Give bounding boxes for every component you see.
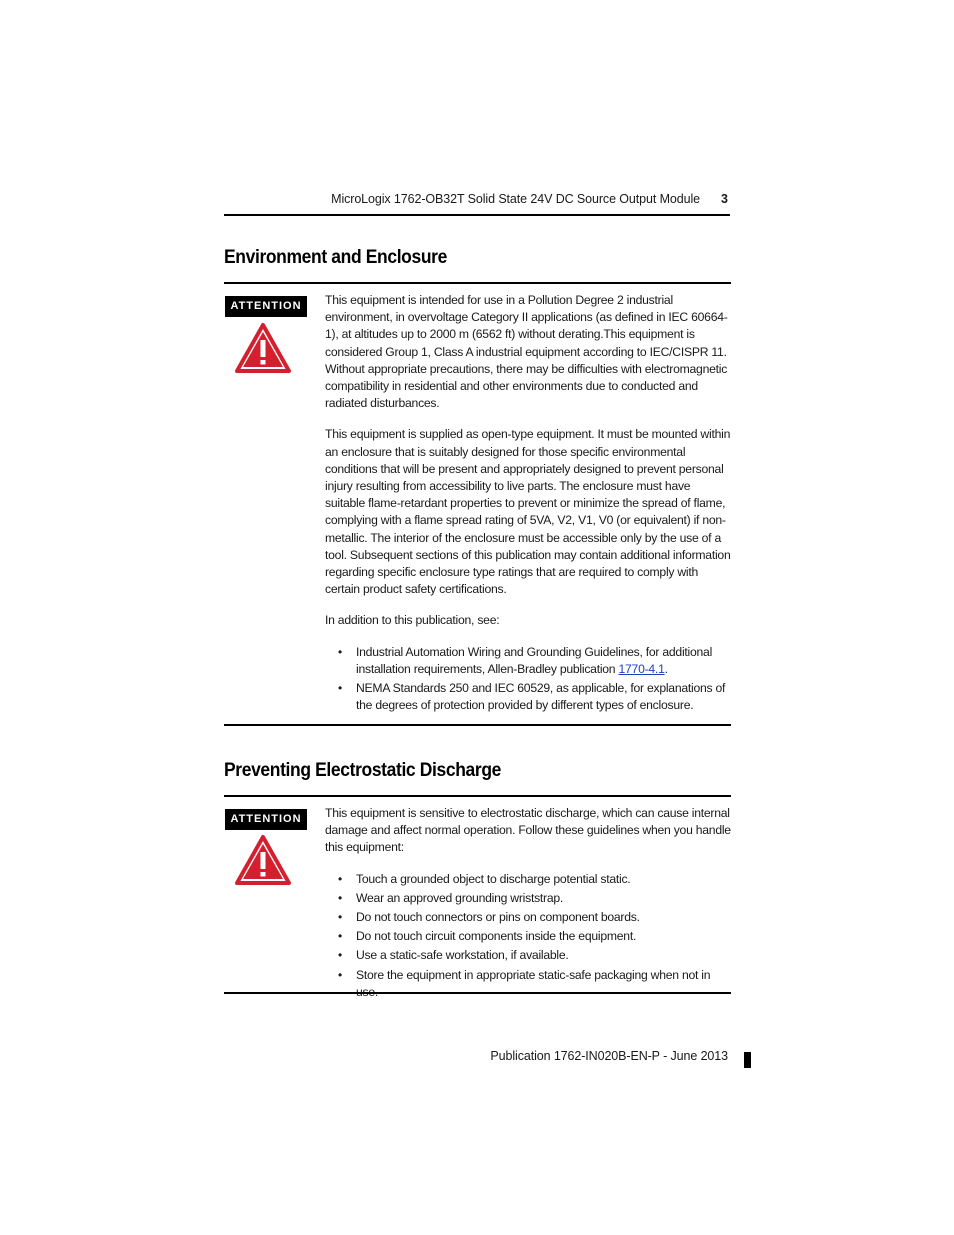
page-edge-marker: [744, 1052, 751, 1068]
list-item: [325, 909, 731, 926]
list-item-text: Touch a grounded object to discharge potential static.: [356, 871, 631, 886]
section-body-electrostatic: [325, 805, 731, 1003]
list-item: [325, 871, 731, 888]
bullet-icon: •: [338, 910, 342, 925]
list-item-text: Do not touch circuit components inside the equipment.: [356, 929, 637, 944]
section-heading-electrostatic: Preventing Electrostatic Discharge: [224, 760, 501, 781]
bullet-icon: •: [338, 644, 342, 659]
running-header-title: MicroLogix 1762-OB32T Solid State 24V DC Source Output Module: [331, 192, 700, 206]
publication-footer: Publication 1762-IN020B-EN-P - June 2013: [490, 1049, 728, 1063]
list-item: [325, 890, 731, 907]
list-item-text: Store the equipment in appropriate static-safe packaging when not in: [356, 967, 711, 982]
page-number: 3: [721, 192, 728, 206]
section-heading-environment: Environment and Enclosure: [224, 247, 447, 268]
list-item-suffix: .: [664, 661, 668, 676]
warning-triangle-icon: [234, 322, 292, 374]
bullet-icon: •: [338, 948, 342, 963]
bullet-icon: •: [338, 871, 342, 886]
list-item-text: NEMA Standards 250 and IEC 60529, as applicable, for explanations of the degrees of protection provided by different types of enclosure.: [356, 681, 726, 713]
bullet-list: [325, 871, 731, 1001]
bullet-icon: •: [338, 681, 342, 696]
section-body-environment: [325, 292, 731, 716]
attention-badge: ATTENTION: [225, 809, 307, 830]
warning-triangle-icon: [234, 834, 292, 886]
list-item: [325, 680, 731, 714]
bullet-icon: •: [338, 929, 342, 944]
header-rule: [224, 214, 730, 216]
paragraph: In addition to this publication, see:: [325, 613, 500, 628]
publication-link[interactable]: 1770-4.1: [618, 661, 665, 676]
attention-badge: ATTENTION: [225, 296, 307, 317]
paragraph: This equipment is sensitive to electrostatic discharge, which can cause internal damage and affect normal operation. Follow these guidelines when you handle this equipment:: [325, 806, 731, 855]
list-item: [325, 967, 731, 1001]
section-bottom-rule: [224, 724, 731, 726]
list-item-text: Use a static-safe workstation, if available.: [356, 948, 569, 963]
list-item-text: Do not touch connectors or pins on component boards.: [356, 910, 640, 925]
bullet-icon: •: [338, 967, 342, 982]
bullet-list: [325, 644, 731, 715]
list-item: [325, 947, 731, 964]
section-bottom-rule: [224, 992, 731, 994]
paragraph: This equipment is intended for use in a Pollution Degree 2 industrial environment, in overvoltage Category II applications (as defined in IEC 60664-1), at altitudes up to 2000 m (6562 ft) without derating.This equipment is considered Group 1, Class A industrial equipment according to IEC/CISPR 11. Without appropriate precautions, there may be difficulties with electromagnetic compatibility in residential and other environments due to conducted and radiated disturbances.: [325, 293, 728, 411]
list-item-text: Industrial Automation Wiring and Grounding Guidelines, for additional installation requirements, Allen-Bradley publication: [356, 644, 713, 676]
bullet-icon: •: [338, 890, 342, 905]
list-item: [325, 928, 731, 945]
paragraph: This equipment is supplied as open-type equipment. It must be mounted within an enclosure that is suitably designed for those specific environmental conditions that will be present and appropriately designed to prevent personal injury resulting from accessibility to live parts. The enclosure must have suitable flame-retardant properties to prevent or minimize the spread of flame, complying with a flame spread rating of 5VA, V2, V1, V0 (or equivalent) if non-metallic. The interior of the enclosure must be accessible only by the use of a tool. Subsequent sections of this publication may contain additional information regarding specific enclosure type ratings that are required to comply with certain product safety certifications.: [325, 427, 731, 597]
list-item-text: Wear an approved grounding wriststrap.: [356, 890, 564, 905]
list-item: [325, 644, 731, 678]
section-top-rule: [224, 795, 731, 797]
section-top-rule: [224, 282, 731, 284]
